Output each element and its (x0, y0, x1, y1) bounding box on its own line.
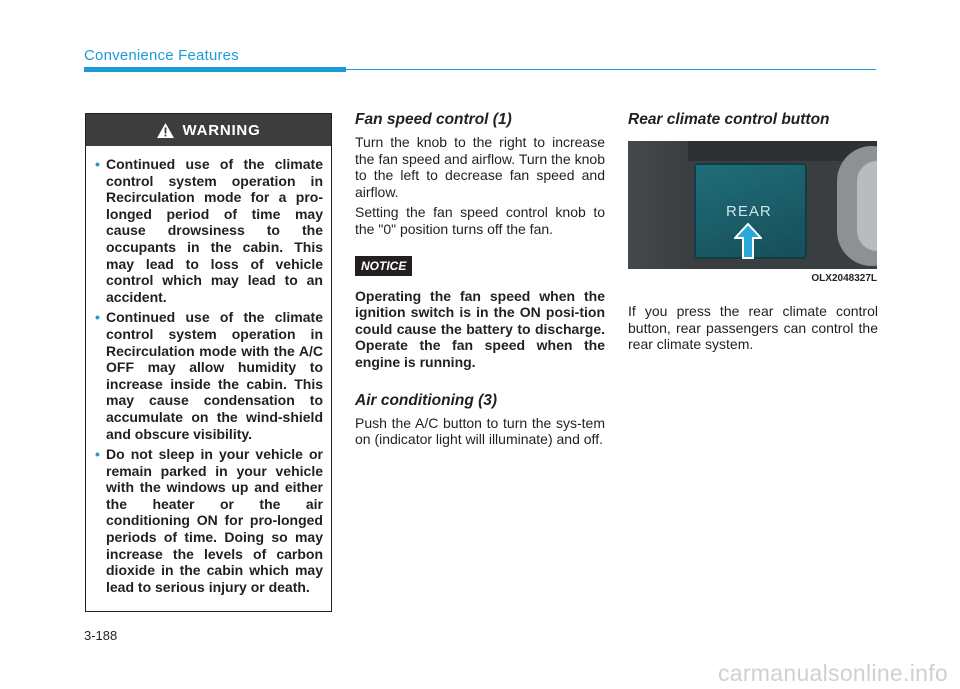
rear-button-photo (628, 141, 877, 287)
notice-badge: NOTICE (355, 256, 412, 276)
fan-speed-heading: Fan speed control (1) (355, 111, 512, 128)
fan-speed-para2: Setting the fan speed control knob to the "0" position turns off the fan. (355, 204, 605, 237)
warning-item: • Do not sleep in your vehicle or remain parked in your vehicle with the windows up and either the heater or the air conditioning ON for pro-longed periods of time. Doing so may increase the levels of carbon dioxide in the cabin which may lead to serious injury or death. (95, 446, 323, 595)
air-conditioning-para: Push the A/C button to turn the sys-tem on (indicator light will illuminate) and off. (355, 414, 605, 448)
watermark: carmanualsonline.info (717, 660, 948, 686)
middle-column (355, 110, 605, 452)
warning-triangle-icon (156, 122, 175, 139)
warning-list (86, 146, 331, 595)
image-caption: OLX2048327L (628, 269, 877, 287)
bullet-icon: • (95, 156, 100, 172)
air-conditioning-heading: Air conditioning (3) (355, 391, 498, 409)
rear-climate-heading: Rear climate control button (628, 111, 830, 128)
bullet-icon: • (95, 446, 100, 463)
header-rule-accent (84, 67, 346, 72)
header-rule-line (346, 69, 876, 70)
bullet-icon: • (95, 309, 100, 326)
notice-text: Operating the fan speed when the ignition switch is in the ON posi-tion could cause the battery to discharge. Operate the fan speed when the engine is running. (355, 287, 605, 370)
right-column (628, 110, 878, 357)
rear-climate-para: If you press the rear climate control button, rear passengers can control the rear climate system. (628, 303, 878, 353)
warning-item: • Continued use of the climate control system operation in Recirculation mode with the A/C OFF may allow humidity to increase inside the cabin. This may cause condensation to accumulate on the wind-shield and obscure visibility. (95, 309, 323, 442)
section-title: Convenience Features (84, 47, 239, 64)
arrow-up-icon (734, 223, 762, 259)
warning-header (86, 114, 331, 146)
warning-box (85, 113, 332, 612)
rear-button-label: REAR (726, 203, 772, 220)
warning-item: • Continued use of the climate control system operation in Recirculation mode for a pro-longed period of time may cause drowsiness to the occupants in the cabin. This may lead to loss of vehicle control which may lead to an accident. (95, 156, 323, 305)
warning-title: WARNING (182, 121, 261, 139)
fan-speed-para1: Turn the knob to the right to increase the fan speed and airflow. Turn the knob to the left to decrease fan speed and airflow. (355, 134, 605, 200)
page-number: 3-188 (84, 628, 118, 643)
